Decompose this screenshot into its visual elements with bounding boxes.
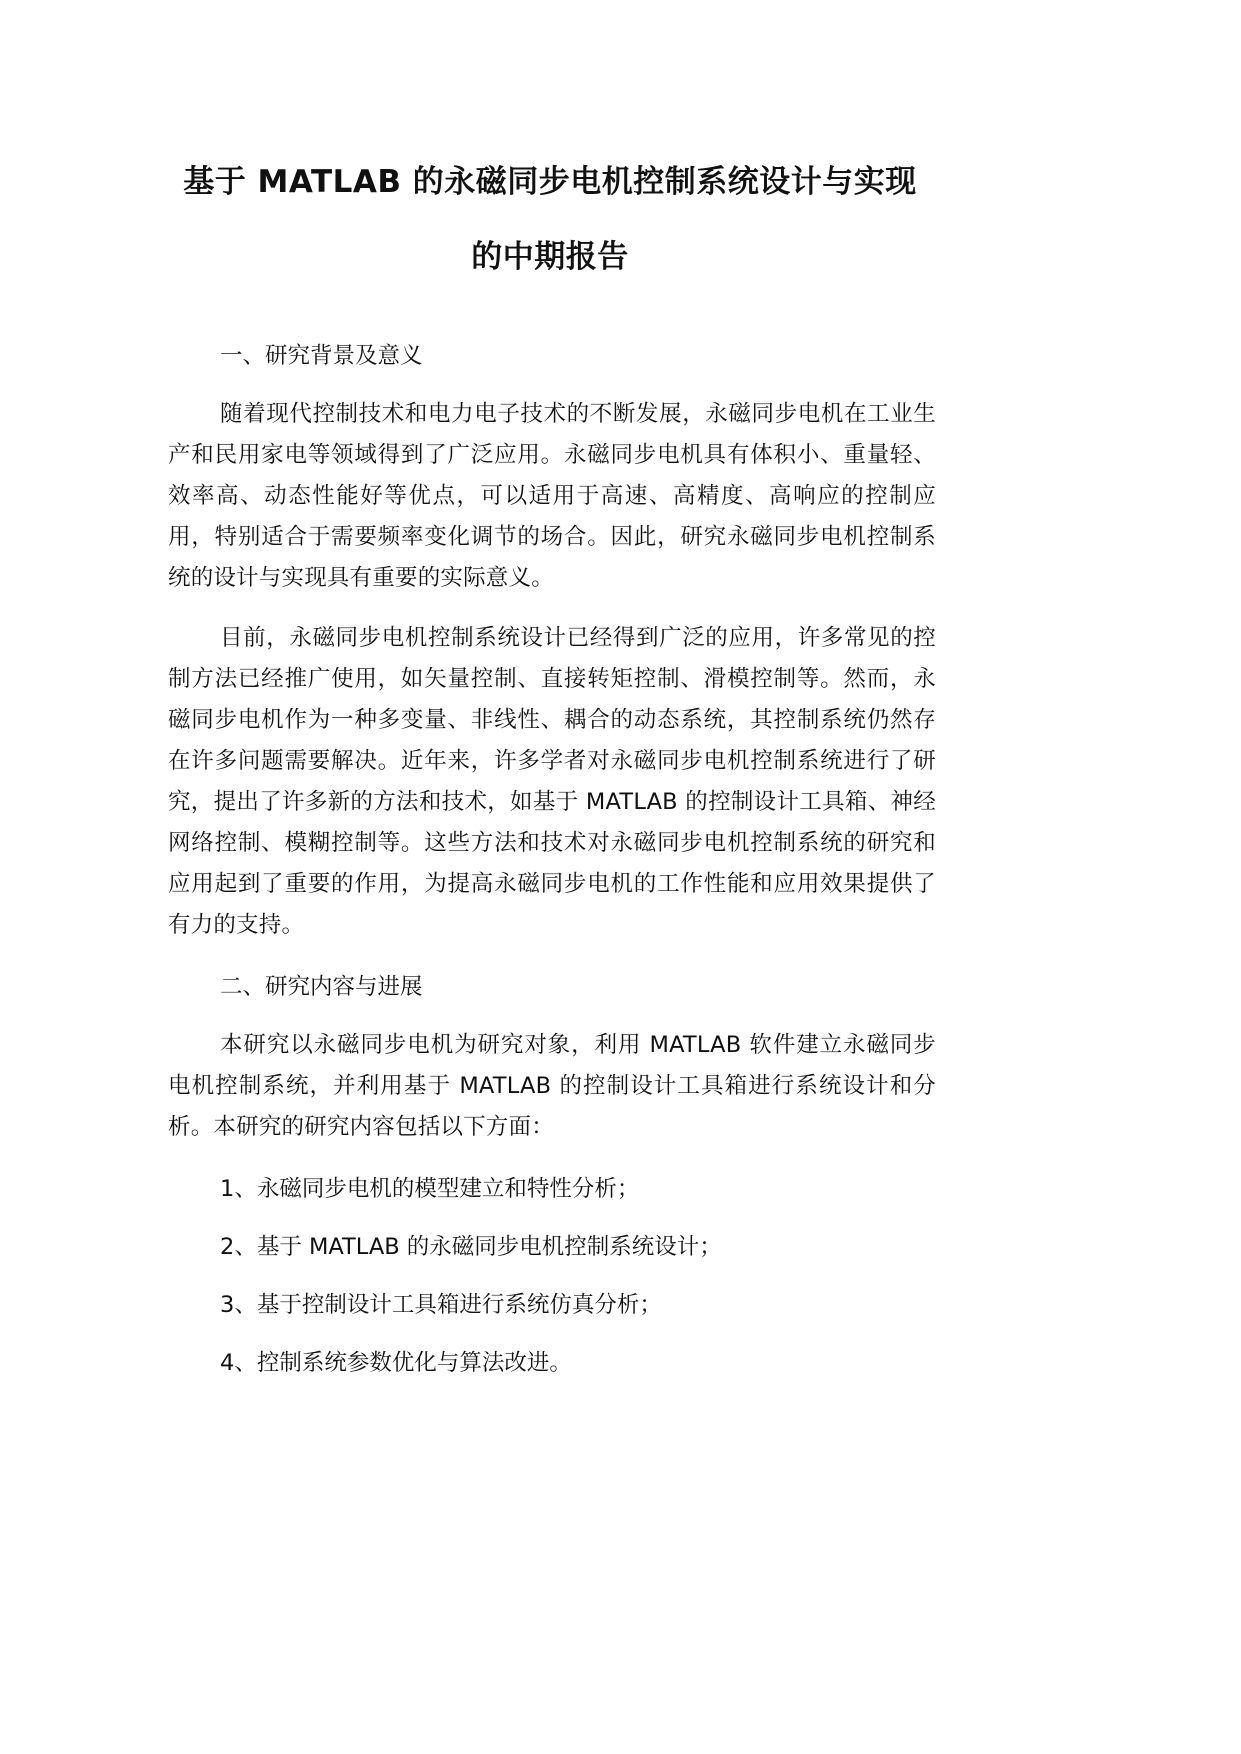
- paragraph-text: 本研究以永磁同步电机为研究对象，利用 MATLAB 软件建立永磁同步电机控制系统，并利用基于 MATLAB 的控制设计工具箱进行系统设计和分析。本研究的研究内容包括以下方面：: [168, 1032, 936, 1140]
- paragraph-background-2: [168, 618, 936, 946]
- list-item: 2、基于 MATLAB 的永磁同步电机控制系统设计；: [220, 1234, 722, 1260]
- document-title-line-2: 的中期报告: [471, 239, 629, 275]
- section-heading-background: 一、研究背景及意义: [220, 343, 423, 369]
- paragraph-background-1: [168, 394, 936, 599]
- list-item: 3、基于控制设计工具箱进行系统仿真分析；: [220, 1292, 662, 1318]
- paragraph-content-intro: [168, 1025, 936, 1148]
- paragraph-text: 随着现代控制技术和电力电子技术的不断发展，永磁同步电机在工业生产和民用家电等领域得到了广泛应用。永磁同步电机具有体积小、重量轻、效率高、动态性能好等优点，可以适用于高速、高精度、高响应的控制应用，特别适合于需要频率变化调节的场合。因此，研究永磁同步电机控制系统的设计与实现具有重要的实际意义。: [168, 401, 936, 591]
- paragraph-text: 目前，永磁同步电机控制系统设计已经得到广泛的应用，许多常见的控制方法已经推广使用，如矢量控制、直接转矩控制、滑模控制等。然而，永磁同步电机作为一种多变量、非线性、耦合的动态系统，其控制系统仍然存在许多问题需要解决。近年来，许多学者对永磁同步电机控制系统进行了研究，提出了许多新的方法和技术，如基于 MATLAB 的控制设计工具箱、神经网络控制、模糊控制等。这些方法和技术对永磁同步电机控制系统的研究和应用起到了重要的作用，为提高永磁同步电机的工作性能和应用效果提供了有力的支持。: [168, 625, 936, 938]
- list-item: 4、控制系统参数优化与算法改进。: [220, 1350, 572, 1376]
- document-title-line-1: 基于 MATLAB 的永磁同步电机控制系统设计与实现: [183, 164, 917, 200]
- list-item: 1、永磁同步电机的模型建立和特性分析；: [220, 1176, 640, 1202]
- section-heading-content: 二、研究内容与进展: [220, 974, 423, 1000]
